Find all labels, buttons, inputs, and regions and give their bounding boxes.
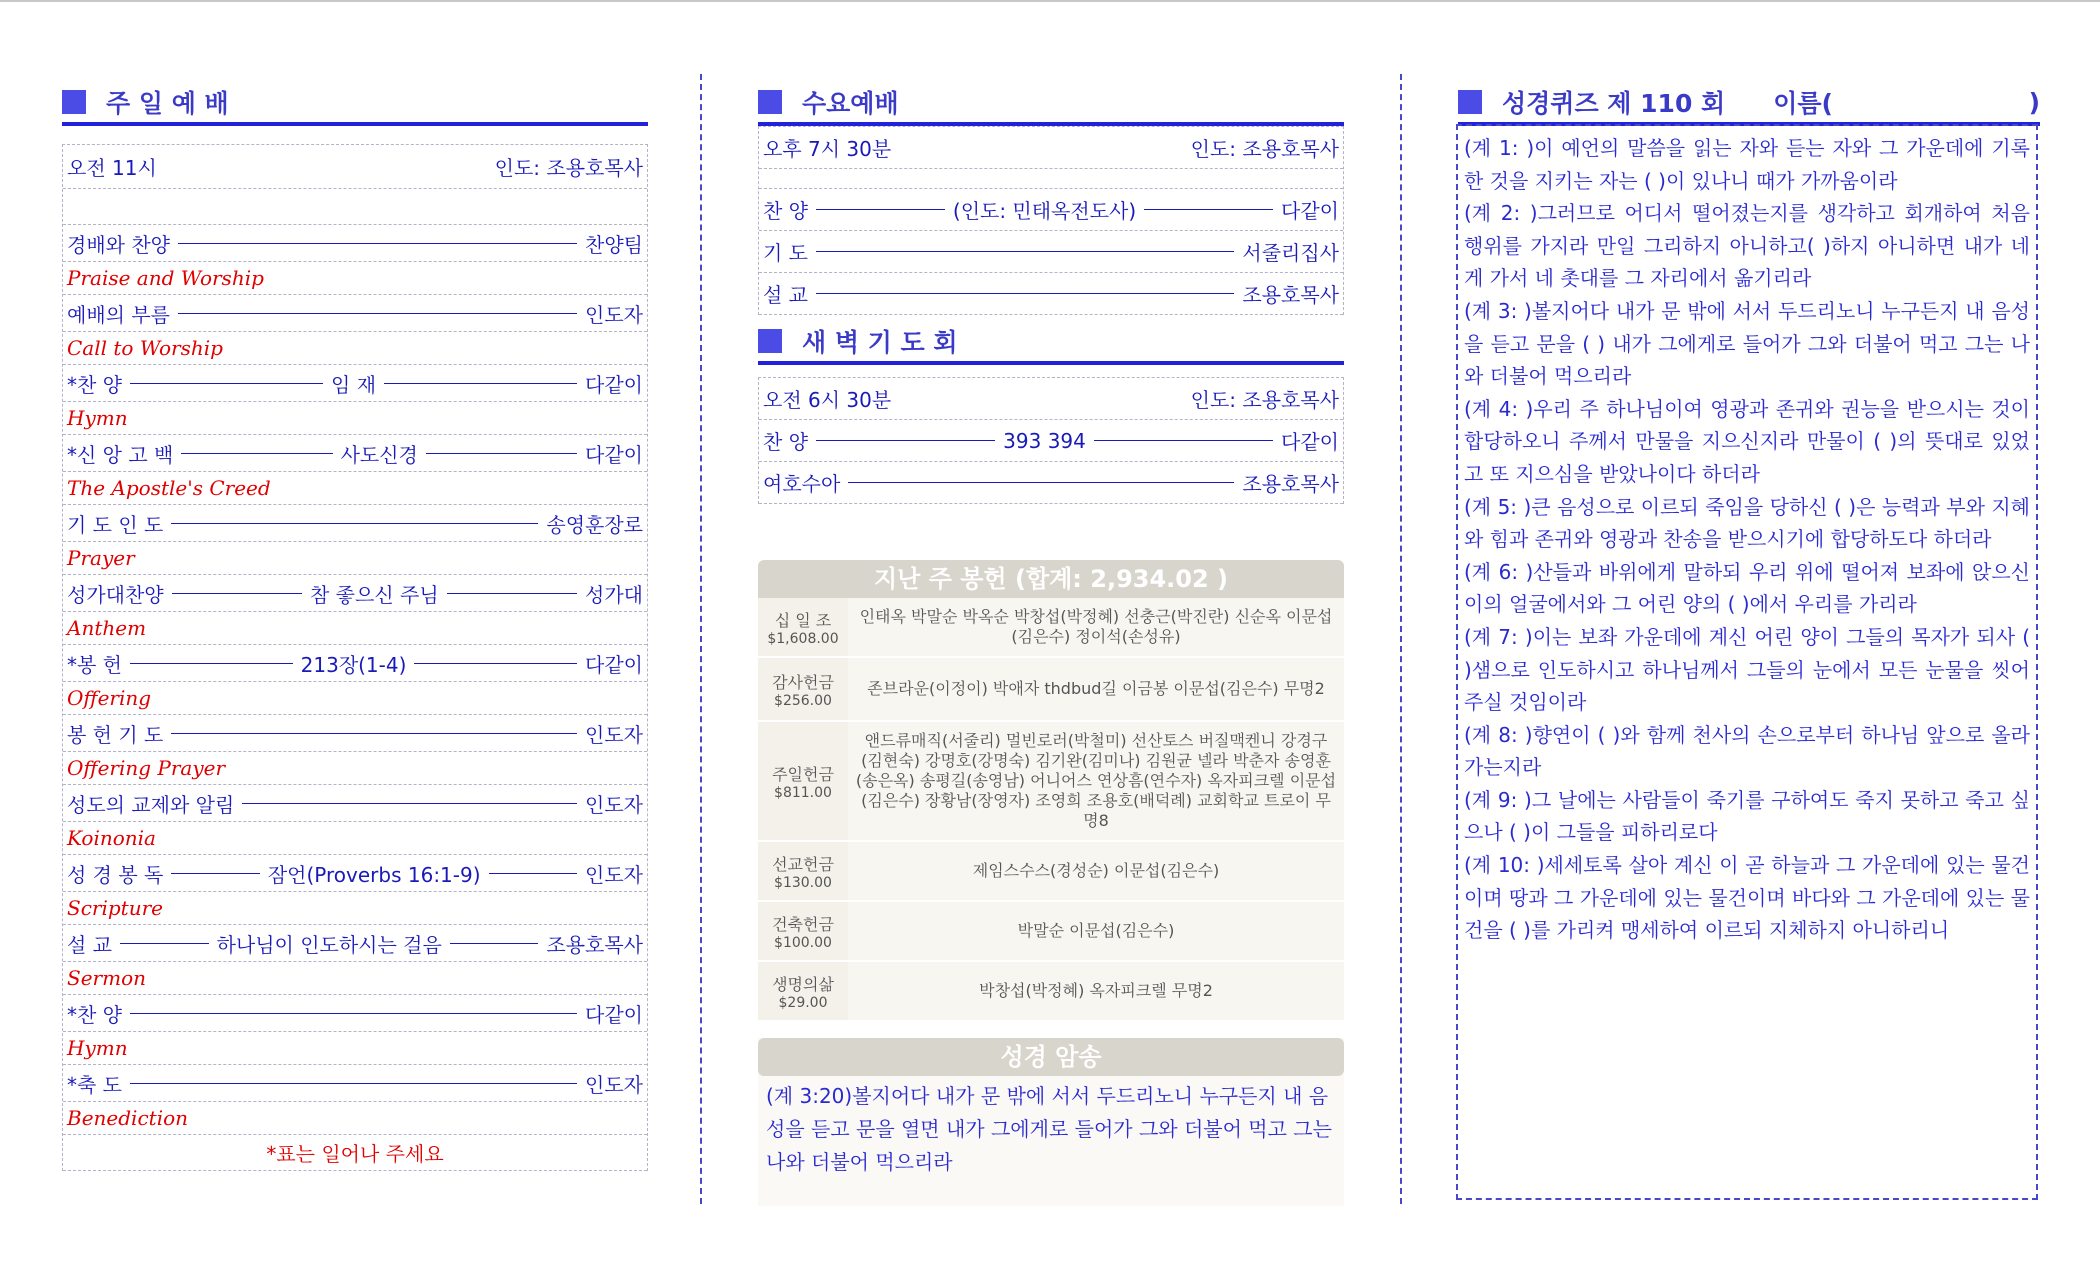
quiz-name-label: 이름( (1773, 89, 1833, 118)
leader-line (848, 482, 1234, 483)
order-row (63, 995, 647, 1032)
offering-kind-cell (758, 842, 848, 900)
order-item-name: 기 도 (763, 241, 808, 265)
order-item-english: Offering Prayer (67, 756, 226, 780)
quiz-question: (계 8: )향연이 ( )와 함께 천사의 손으로부터 하나님 앞으로 올라가는지라 (1464, 722, 2030, 780)
leader-line (816, 440, 995, 441)
order-item-detail: 사도신경 (340, 442, 418, 467)
leader-line (130, 663, 293, 664)
order-item-name: 기 도 인 도 (67, 512, 164, 537)
order-item-detail: 잠언(Proverbs 16:1-9) (267, 862, 481, 887)
order-item-english: Hymn (67, 1036, 128, 1060)
order-item-english: Hymn (67, 406, 128, 430)
order-item-english: Sermon (67, 966, 146, 990)
order-item-name: *축 도 (67, 1072, 122, 1097)
order-row (63, 715, 647, 752)
order-item-name: 성가대찬양 (67, 582, 164, 607)
stand-note-row (63, 1135, 647, 1171)
order-item-person: 다같이 (585, 652, 644, 677)
offering-kind: 주일헌금 (772, 764, 834, 784)
order-item-name: *찬 양 (67, 1002, 122, 1027)
quiz-question: (계 3: )볼지어다 내가 문 밖에 서서 두드리노니 누구든지 내 음성을 듣고 문을 ( ) 내가 그에게로 들어가 그와 더불어 먹고 그는 나와 더불어 먹으리라 (1464, 298, 2030, 389)
sunday-service-title-text: 주 일 예 배 (106, 89, 229, 118)
quiz-title-text: 성경퀴즈 제 110 회 (1502, 89, 1726, 118)
order-item-english: Koinonia (67, 826, 156, 850)
leader-line (171, 733, 577, 734)
offering-kind-cell (758, 598, 848, 656)
offering-row (758, 902, 1344, 962)
order-item-person: 인도자 (585, 1072, 643, 1097)
order-row (759, 420, 1343, 462)
leader-line (447, 593, 577, 594)
leader-line (178, 313, 577, 314)
order-row-english (63, 1102, 647, 1135)
order-item-name: 성도의 교제와 알림 (67, 792, 235, 817)
leader-line (816, 293, 1234, 294)
dawn-order-items (759, 420, 1343, 504)
order-row (759, 231, 1343, 273)
quiz-question: (계 1: )이 예언의 말씀을 읽는 자와 듣는 자와 그 가운데에 기록한 것을 지키는 자는 ( )이 있나니 때가 가까움이라 (1464, 136, 2030, 193)
offering-row (758, 722, 1344, 842)
order-row-english (63, 262, 647, 295)
order-row-english (63, 332, 647, 365)
order-item-english: The Apostle's Creed (67, 476, 271, 500)
order-item-name: 설 교 (67, 932, 112, 957)
offering-names: 박말순 이문섭(김은수) (848, 902, 1344, 960)
offering-amount: $100.00 (774, 934, 832, 951)
leader-line (414, 663, 577, 664)
memory-verse-text: (계 3:20)볼지어다 내가 문 밖에 서서 두드리노니 누구든지 내 음성을 듣고 문을 열면 내가 그에게로 들어가 그와 더불어 먹고 그는 나와 더불어 먹으리라 (766, 1084, 1332, 1174)
offering-names: 앤드류매직(서줄리) 멀빈로러(박철미) 선산토스 버질맥켄니 강경구(김현숙) 강명호(강명숙) 김기완(김미나) 김원균 넬라 박춘자 송영훈(송은옥) 송평길(송영남) 어니어스 연상흠(연수자) 옥자피크렐 이문섭(김은수) 장황남(장영자) 조영희 조용호(배덕례) 교회학교 트로이 무명8 (848, 722, 1344, 840)
order-row (63, 365, 647, 402)
order-item-name: 봉 헌 기 도 (67, 722, 164, 747)
offering-section (758, 560, 1344, 1022)
order-item-person: 인도자 (585, 722, 643, 747)
order-item-english: Prayer (67, 546, 135, 570)
service-time: 오전 11시 (67, 156, 157, 180)
offering-row (758, 962, 1344, 1022)
order-item-name: 예배의 부름 (67, 302, 170, 327)
wed-leader: 인도: 조용호목사 (1190, 137, 1339, 161)
offering-kind: 선교헌금 (772, 854, 834, 874)
offering-amount: $130.00 (774, 874, 832, 891)
quiz-question: (계 9: )그 날에는 사람들이 죽기를 구하여도 죽지 못하고 죽고 싶으나 ( )이 그들을 피하리로다 (1464, 787, 2030, 845)
order-row (759, 462, 1343, 504)
quiz-question: (계 5: )큰 음성으로 이르되 죽임을 당하신 ( )은 능력과 부와 지혜와 힘과 존귀와 영광과 찬송을 받으시기에 합당하도다 하더라 (1464, 494, 2030, 552)
offering-kind-cell (758, 722, 848, 840)
order-item-person: 성가대 (585, 582, 643, 607)
order-row (63, 925, 647, 962)
title-rule (62, 122, 648, 126)
offering-names: 박창섭(박정혜) 옥자피크렐 무명2 (848, 962, 1344, 1020)
order-row-english (63, 472, 647, 505)
offering-amount: $29.00 (778, 994, 828, 1011)
order-row-english (63, 892, 647, 925)
square-bullet-icon (758, 90, 782, 114)
order-item-name: *신 앙 고 백 (67, 442, 174, 467)
offering-header: 지난 주 봉헌 (합계: 2,934.02 ) (758, 560, 1344, 598)
stand-note: *표는 일어나 주세요 (266, 1142, 444, 1166)
title-rule (758, 361, 1344, 365)
leader-line (120, 943, 209, 944)
order-row (759, 273, 1343, 315)
order-row-english (63, 542, 647, 575)
order-item-person: 다같이 (585, 372, 643, 397)
order-item-person: 조용호목사 (1242, 472, 1339, 496)
order-item-english: Call to Worship (67, 336, 223, 360)
leader-line (178, 243, 577, 244)
order-row-english (63, 682, 647, 715)
memory-verse-section (758, 1038, 1344, 1206)
leader-line (426, 453, 577, 454)
order-item-detail: 213장(1-4) (300, 652, 407, 677)
wed-time-row (759, 127, 1343, 169)
dawn-leader: 인도: 조용호목사 (1190, 388, 1339, 412)
offering-amount: $811.00 (774, 784, 832, 801)
leader-line (450, 943, 539, 944)
quiz-name-close: ) (2028, 87, 2040, 117)
order-row (63, 1065, 647, 1102)
dawn-prayer-title (758, 323, 1344, 359)
order-item-english: Praise and Worship (67, 266, 264, 290)
dawn-box (758, 377, 1344, 504)
order-item-english: Anthem (67, 616, 147, 640)
leader-line (384, 383, 577, 384)
offering-row (758, 598, 1344, 658)
column-divider-1 (700, 74, 702, 1204)
blank-row (63, 189, 647, 225)
offering-kind: 생명의삶 (772, 974, 834, 994)
leader-line (130, 383, 323, 384)
order-row (63, 645, 647, 682)
sunday-service-title (62, 84, 648, 120)
order-item-detail: 하나님이 인도하시는 걸음 (216, 932, 442, 957)
order-item-name: 설 교 (763, 283, 808, 307)
memory-verse-header: 성경 암송 (758, 1038, 1344, 1076)
order-row-english (63, 752, 647, 785)
offering-amount: $1,608.00 (767, 630, 839, 647)
order-row (63, 785, 647, 822)
leader-line (1094, 440, 1273, 441)
order-item-person: 인도자 (585, 862, 643, 887)
order-item-name: *찬 양 (67, 372, 122, 397)
order-item-person: 송영훈장로 (546, 512, 643, 537)
order-row (63, 435, 647, 472)
quiz-question: (계 7: )이는 보좌 가운데에 계신 어린 양이 그들의 목자가 되사 ( )샘으로 인도하시고 하나님께서 그들의 눈에서 모든 눈물을 씻어 주실 것임이라 (1464, 624, 2030, 715)
offering-table (758, 598, 1344, 1022)
leader-line (816, 251, 1234, 252)
order-row (759, 189, 1343, 231)
leader-line (489, 873, 578, 874)
order-item-person: 다같이 (585, 1002, 643, 1027)
order-row (63, 295, 647, 332)
order-row (63, 855, 647, 892)
wed-time: 오후 7시 30분 (763, 137, 892, 161)
order-item-detail: 393 394 (1003, 428, 1086, 453)
dawn-time-row (759, 378, 1343, 420)
order-item-person: 다같이 (585, 442, 644, 467)
sunday-order-box (62, 144, 648, 1171)
order-item-person: 찬양팀 (585, 232, 643, 257)
wed-order-items (759, 189, 1343, 315)
leader-line (816, 209, 945, 210)
order-row-english (63, 962, 647, 995)
quiz-questions-box (1456, 124, 2038, 1200)
order-row (63, 505, 647, 542)
dawn-prayer-title-text: 새 벽 기 도 회 (802, 328, 958, 357)
order-item-name: 경배와 찬양 (67, 232, 170, 257)
bible-quiz-column (1458, 84, 2040, 126)
service-leader: 인도: 조용호목사 (494, 156, 643, 180)
leader-line (171, 523, 538, 524)
offering-kind-cell (758, 902, 848, 960)
order-item-name: 성 경 봉 독 (67, 862, 164, 887)
leader-line (1144, 209, 1273, 210)
order-item-english: Benediction (67, 1106, 189, 1130)
top-border (0, 0, 2100, 2)
offering-names: 인태옥 박말순 박옥순 박창섭(박정혜) 선충근(박진란) 신순옥 이문섭(김은수) 정이석(손성유) (848, 598, 1344, 656)
offering-names: 제임스수스(경성순) 이문섭(김은수) (848, 842, 1344, 900)
offering-kind: 감사헌금 (772, 672, 834, 692)
leader-line (130, 1083, 577, 1084)
leader-line (242, 803, 577, 804)
offering-kind-cell (758, 962, 848, 1020)
order-item-name: 찬 양 (763, 430, 808, 454)
offering-row (758, 842, 1344, 902)
order-item-name: 찬 양 (763, 199, 808, 223)
square-bullet-icon (758, 329, 782, 353)
sunday-service-column (62, 84, 648, 1171)
quiz-question: (계 4: )우리 주 하나님이여 영광과 존귀와 권능을 받으시는 것이 합당하오니 주께서 만물을 지으신지라 만물이 ( )의 뜻대로 있었고 또 지으심을 받았나이다 하더라 (1464, 396, 2030, 486)
leader-line (172, 593, 302, 594)
sunday-order-items (63, 225, 647, 1135)
service-time-row (63, 145, 647, 189)
quiz-question: (계 2: )그러므로 어디서 떨어졌는지를 생각하고 회개하여 처음 행위를 가지라 만일 그리하지 아니하고( )하지 아니하면 내가 네게 가서 네 촛대를 그 자리에서 옮기리라 (1464, 201, 2030, 291)
order-item-detail: 임 재 (331, 372, 377, 397)
offering-kind-cell (758, 658, 848, 720)
order-item-detail: 참 좋으신 주님 (310, 582, 439, 607)
wednesday-title (758, 84, 1344, 120)
quiz-title (1458, 84, 2040, 120)
quiz-question: (계 6: )산들과 바위에게 말하되 우리 위에 떨어져 보좌에 앉으신 이의 얼굴에서와 그 어린 양의 ( )에서 우리를 가리라 (1464, 559, 2030, 617)
offering-row (758, 658, 1344, 722)
leader-line (171, 873, 260, 874)
leader-line (181, 453, 332, 454)
column-divider-2 (1400, 74, 1402, 1204)
order-item-person: 인도자 (585, 792, 643, 817)
order-item-detail: (인도: 민태옥전도사) (952, 199, 1137, 223)
order-row-english (63, 612, 647, 645)
order-item-english: Scripture (67, 896, 163, 920)
order-item-name: *봉 헌 (67, 652, 122, 677)
quiz-question: (계 10: )세세토록 살아 계신 이 곧 하늘과 그 가운데에 있는 물건이며 땅과 그 가운데에 있는 물건이며 바다와 그 가운데에 있는 물건을 ( )를 가리켜 맹세하여 이르되 지체하지 아니하리니 (1464, 853, 2030, 943)
leader-line (130, 1013, 577, 1014)
offering-names: 존브라운(이정이) 박애자 thdbud길 이금봉 이문섭(김은수) 무명2 (848, 658, 1344, 720)
order-row-english (63, 822, 647, 855)
order-item-person: 조용호목사 (546, 932, 644, 957)
order-item-english: Offering (67, 686, 152, 710)
square-bullet-icon (62, 90, 86, 114)
order-item-name: 여호수아 (763, 472, 841, 496)
blank-row (759, 169, 1343, 189)
offering-amount: $256.00 (774, 692, 832, 709)
order-item-person: 다같이 (1281, 199, 1340, 223)
offering-kind: 십 일 조 (774, 610, 832, 630)
order-item-person: 인도자 (585, 302, 643, 327)
order-item-person: 조용호목사 (1242, 283, 1339, 307)
weekday-column (758, 84, 1344, 1206)
order-item-person: 다같이 (1281, 430, 1339, 454)
square-bullet-icon (1458, 90, 1482, 114)
dawn-time: 오전 6시 30분 (763, 388, 892, 412)
wednesday-title-text: 수요예배 (802, 89, 899, 118)
order-row-english (63, 1032, 647, 1065)
order-row-english (63, 402, 647, 435)
order-item-person: 서줄리집사 (1242, 241, 1339, 265)
wednesday-box (758, 126, 1344, 315)
offering-kind: 건축헌금 (772, 914, 834, 934)
order-row (63, 575, 647, 612)
order-row (63, 225, 647, 262)
